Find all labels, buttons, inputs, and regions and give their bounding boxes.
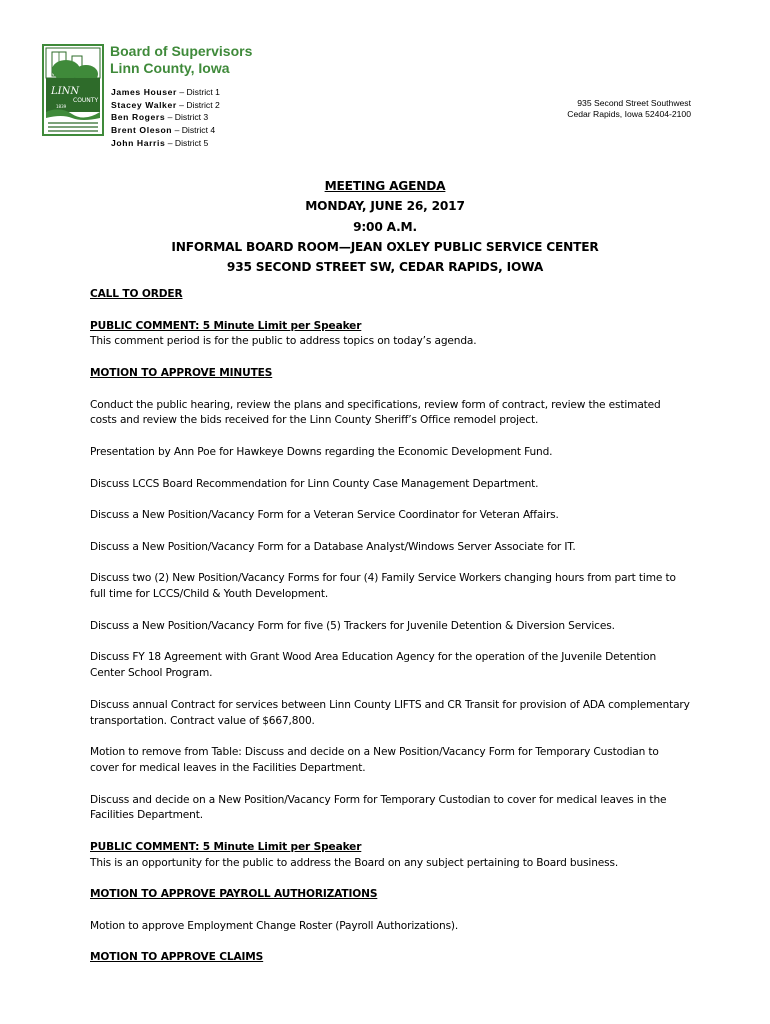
board-member <box>111 137 220 150</box>
member-district: – District 5 <box>167 137 209 148</box>
agenda-item: Motion to remove from Table: Discuss and decide on a New Position/Vacancy Form for Temporary Custodian to cover for medical leaves in the Facilities Department. <box>90 746 659 774</box>
agenda-title: MEETING AGENDA <box>324 179 446 193</box>
motion-payroll-heading: MOTION TO APPROVE PAYROLL AUTHORIZATIONS <box>90 888 378 901</box>
agenda-item: Discuss a New Position/Vacancy Form for a Veteran Service Coordinator for Veteran Affairs. <box>90 509 559 522</box>
board-member <box>111 124 220 137</box>
agenda-item: Discuss and decide on a New Position/Vacancy Form for Temporary Custodian to cover for medical leaves in the Facilities Department. <box>90 793 667 822</box>
public-comment-heading: PUBLIC COMMENT: 5 Minute Limit per Speaker <box>90 319 362 332</box>
public-comment-text-2: This is an opportunity for the public to address the Board on any subject pertaining to Board business. <box>90 856 619 869</box>
linn-county-logo <box>42 44 104 136</box>
org-title <box>110 43 252 77</box>
logo-text-linn: LINN <box>51 86 80 97</box>
board-member <box>111 86 220 99</box>
agenda-item: Discuss annual Contract for services between Linn County LIFTS and CR Transit for provision of ADA complementary transportation. Contract value of $667,800. <box>90 698 690 727</box>
payroll-text: Motion to approve Employment Change Roster (Payroll Authorizations). <box>90 919 459 932</box>
public-comment-text: This comment period is for the public to address topics on today’s agenda. <box>90 335 477 348</box>
call-to-order-heading: CALL TO ORDER <box>90 288 183 300</box>
public-comment-heading-2: PUBLIC COMMENT: 5 Minute Limit per Speaker <box>90 840 362 853</box>
org-title-line1: Board of Supervisors <box>110 43 253 59</box>
logo-text-year: 1839 <box>56 104 67 109</box>
logo-text-county: COUNTY <box>73 97 99 104</box>
board-members-list <box>111 86 220 150</box>
meeting-address: 935 SECOND STREET SW, CEDAR RAPIDS, IOWA <box>226 260 544 275</box>
meeting-heading <box>0 176 770 277</box>
meeting-time: 9:00 A.M. <box>353 219 417 234</box>
agenda-item: Discuss two (2) New Position/Vacancy Forms for four (4) Family Service Workers changing hours from part time to full time for LCCS/Child & Youth Development. <box>90 572 676 601</box>
agenda-item: Discuss a New Position/Vacancy Form for a Database Analyst/Windows Server Associate for IT. <box>90 540 576 553</box>
board-member <box>111 111 220 124</box>
office-address <box>567 98 691 120</box>
member-name: John Harris <box>111 137 166 148</box>
member-district: – District 3 <box>167 112 209 123</box>
board-member <box>111 99 220 112</box>
agenda-body <box>90 287 690 966</box>
motion-claims-heading: MOTION TO APPROVE CLAIMS <box>90 951 264 964</box>
agenda-item: Discuss FY 18 Agreement with Grant Wood Area Education Agency for the operation of the Juvenile Detention Center School Program. <box>90 651 657 680</box>
address-line1: 935 Second Street Southwest <box>577 98 691 108</box>
address-line2: Cedar Rapids, Iowa 52404-2100 <box>567 109 691 119</box>
member-name: Ben Rogers <box>111 112 166 123</box>
member-district: – District 4 <box>174 125 216 136</box>
org-title-line2: Linn County, Iowa <box>110 60 230 76</box>
member-name: Brent Oleson <box>111 125 173 136</box>
member-district: – District 2 <box>179 99 220 110</box>
agenda-item: Conduct the public hearing, review the plans and specifications, review form of contract, review the estimated costs and review the bids received for the Linn County Sheriff’s Office remodel project. <box>90 398 661 427</box>
meeting-location: INFORMAL BOARD ROOM—JEAN OXLEY PUBLIC SERVICE CENTER <box>171 239 599 254</box>
member-name: James Houser <box>111 87 177 97</box>
member-district: – District 1 <box>179 87 220 97</box>
motion-minutes-heading: MOTION TO APPROVE MINUTES <box>90 366 273 379</box>
agenda-item: Discuss a New Position/Vacancy Form for five (5) Trackers for Juvenile Detention & Diversion Services. <box>90 619 615 632</box>
agenda-item: Discuss LCCS Board Recommendation for Linn County Case Management Department. <box>90 477 539 490</box>
agenda-item: Presentation by Ann Poe for Hawkeye Downs regarding the Economic Development Fund. <box>90 445 553 458</box>
meeting-date: MONDAY, JUNE 26, 2017 <box>305 199 465 214</box>
member-name: Stacey Walker <box>111 99 177 110</box>
